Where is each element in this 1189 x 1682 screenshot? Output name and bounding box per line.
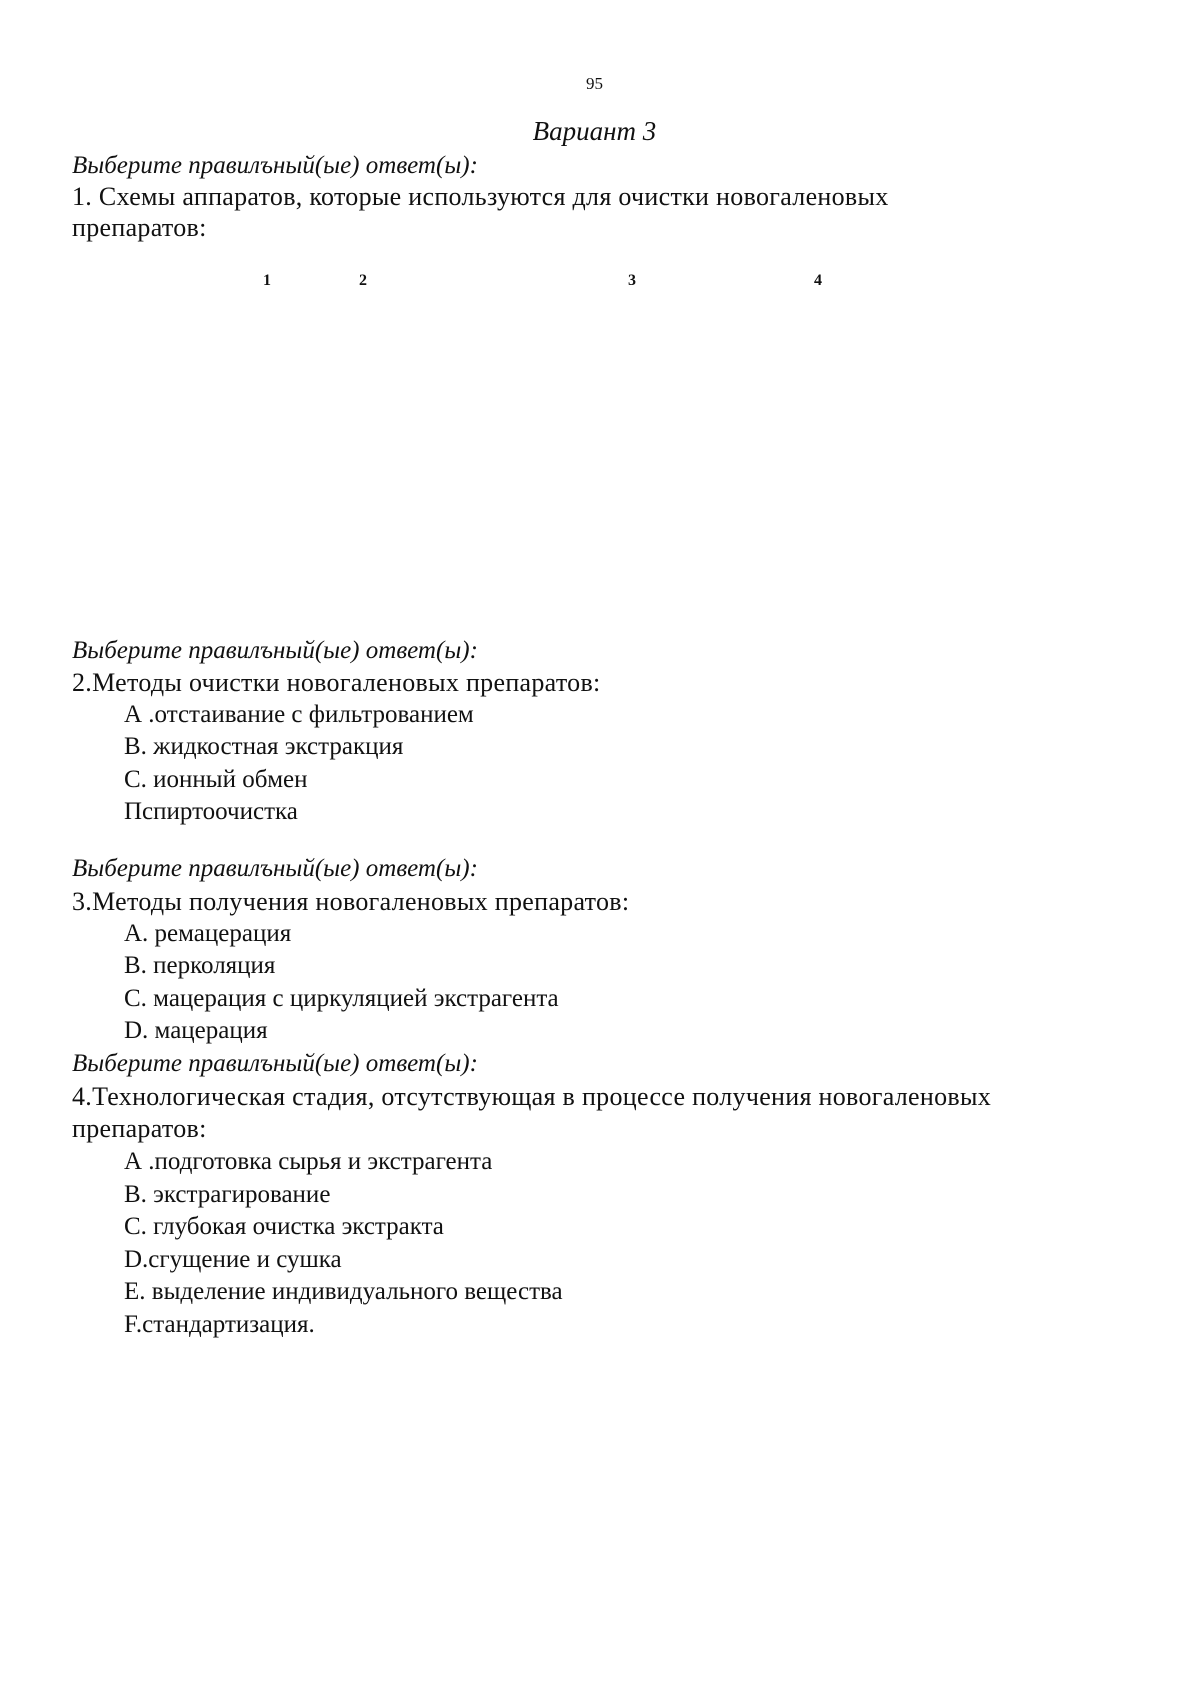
instruction-q1: Выберите правилъный(ые) ответ(ы): [72,152,478,179]
variant-title: Вариант 3 [532,116,657,146]
q3-option-c: С. мацерация с циркуляцией экстрагента [124,985,559,1012]
q2-option-c: С. ионный обмен [124,766,308,793]
q2-option-d: Пспиртоочистка [124,798,298,825]
question-2-text: 2.Методы очистки новогаленовых препаратов: [72,668,601,697]
apparatus-figure-area [72,300,1112,620]
instruction-q3: Выберите правилъный(ые) ответ(ы): [72,855,478,882]
q2-option-b: В. жидкостная экстракция [124,733,404,760]
q3-option-d: D. мацерация [124,1017,268,1044]
question-1-text: 1. Схемы аппаратов, которые используются для очистки новогаленовых [72,182,889,211]
figure-label-1: 1 [263,272,271,289]
question-4-text: 4.Технологическая стадия, отсутствующая в процессе получения новогаленовых [72,1082,992,1111]
q3-option-a: А. ремацерация [124,920,292,947]
instruction-q4: Выберите правилъный(ые) ответ(ы): [72,1050,478,1077]
q4-option-b: В. экстрагирование [124,1181,331,1208]
figure-label-4: 4 [814,272,822,289]
q2-option-a: А .отстаивание с фильтрованием [124,701,474,728]
figure-label-3: 3 [628,272,636,289]
q3-option-b: В. перколяция [124,952,276,979]
page-number: 95 [586,74,603,93]
q4-option-c: С. глубокая очистка экстракта [124,1213,444,1240]
q4-option-f: F.стандартизация. [124,1311,315,1338]
q4-option-a: А .подготовка сырья и экстрагента [124,1148,493,1175]
q4-option-d: D.сгущение и сушка [124,1246,342,1273]
question-1-text-cont: препаратов: [72,213,207,242]
instruction-q2: Выберите правилъный(ые) ответ(ы): [72,637,478,664]
q4-option-e: Е. выделение индивидуального вещества [124,1278,563,1305]
question-4-text-cont: препаратов: [72,1114,207,1143]
question-3-text: 3.Методы получения новогаленовых препаратов: [72,887,630,916]
figure-label-2: 2 [359,272,367,289]
